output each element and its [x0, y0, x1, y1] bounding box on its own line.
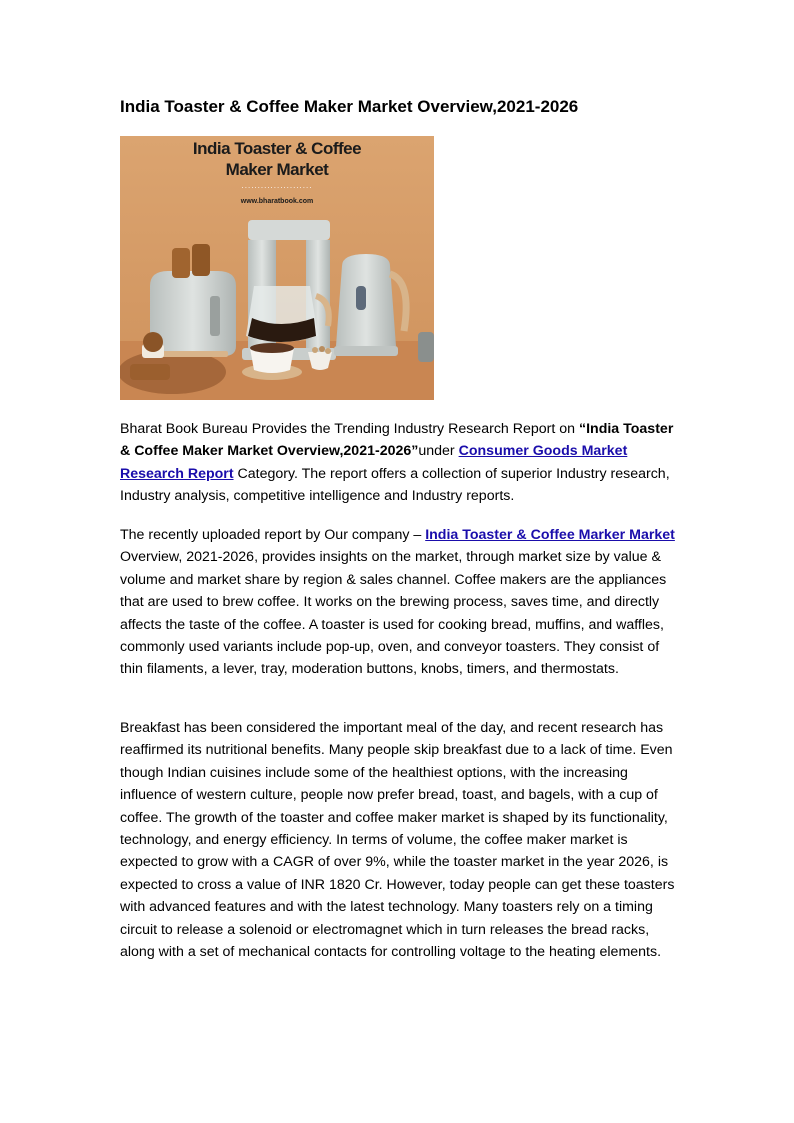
- intro-text-1: Bharat Book Bureau Provides the Trending Industry Research Report on: [120, 421, 579, 437]
- intro-text-2: under: [418, 443, 459, 460]
- report-link[interactable]: India Toaster & Coffee Marker Market: [425, 527, 675, 543]
- hero-headline-line1: India Toaster & Coffee: [192, 139, 362, 158]
- hero-headline: [120, 138, 434, 180]
- overview-paragraph: [120, 524, 680, 681]
- page-title: India Toaster & Coffee Maker Market Overview,2021-2026: [120, 97, 579, 116]
- hero-dots: ......................: [241, 181, 313, 190]
- intro-paragraph: [120, 418, 680, 508]
- hero-banner-image: [120, 136, 434, 400]
- overview-text-2: Overview, 2021-2026, provides insights on the market, through market size by value & volume and market share by region & sales channel. Coffee makers are the appliances that are used to brew coffee. It works on the brewing process, saves time, and directly affects the taste of the coffee. A toaster is used for cooking bread, muffins, and waffles, commonly used variants include pop-up, oven, and conveyor toasters. They consist of thin filaments, a lever, tray, moderation buttons, knobs, timers, and thermostats.: [120, 549, 667, 678]
- consumer-goods-link[interactable]: Consumer Goods Market Research Report: [120, 443, 628, 482]
- intro-report-title: “India Toaster & Coffee Maker Market Overview,2021-2026”: [120, 421, 674, 460]
- hero-headline-line2: Maker Market: [225, 160, 329, 179]
- overview-text-1: The recently uploaded report by Our company –: [120, 527, 426, 543]
- intro-text-3: Category. The report offers a collection of superior Industry research, Industry analysis, competitive intelligence and Industry reports.: [120, 465, 670, 505]
- breakfast-paragraph: Breakfast has been considered the important meal of the day, and recent research has reaffirmed its nutritional benefits. Many people skip breakfast due to a lack of time. Even though Indian cuisines include some of the healthiest options, with the increasing influence of western culture, people now prefer bread, toast, and bagels, with a cup of coffee. The growth of the toaster and coffee maker market is shaped by its functionality, technology, and energy efficiency. In terms of volume, the coffee maker market is expected to grow with a CAGR of over 9%, while the toaster market in the year 2026, is expected to cross a value of INR 1820 Cr. However, today people can get these toasters with advanced features and with the latest technology. Many toasters rely on a timing circuit to release a solenoid or electromagnet which in turn releases the bread racks, along with a set of mechanical contacts for controlling voltage to the heating elements.: [120, 720, 675, 961]
- hero-url: www.bharatbook.com: [240, 198, 314, 205]
